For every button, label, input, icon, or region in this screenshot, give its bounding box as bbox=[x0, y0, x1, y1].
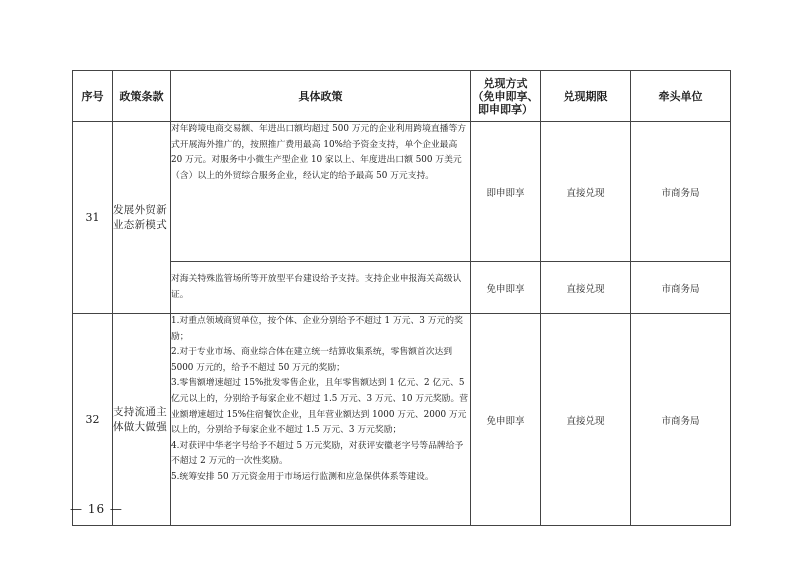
header-redeem-method-line-3: 即申即享） bbox=[478, 102, 533, 116]
header-redeem-method-line-1: 兑现方式 bbox=[483, 76, 528, 90]
row-lead-unit: 市商务局 bbox=[631, 314, 731, 526]
header-detail: 具体政策 bbox=[171, 71, 471, 122]
header-seq: 序号 bbox=[73, 71, 113, 122]
row-clause: 发展外贸新业态新模式 bbox=[113, 122, 171, 314]
header-redeem-method-line-2: （免申即享、 bbox=[472, 89, 539, 103]
row-detail: 对海关特殊监管场所等开放型平台建设给予支持。支持企业申报海关高级认证。 bbox=[171, 262, 471, 314]
row-clause: 支持流通主体做大做强 bbox=[113, 314, 171, 526]
page-number-text: — 16 — bbox=[70, 502, 123, 516]
row-detail: 对年跨境电商交易额、年进出口额均超过 500 万元的企业利用跨境直播等方式开展海外推广的，按照推广费用最高 10%给予资金支持，单个企业最高 20 万元。对服务中小微生产型企业 10 家以上、年度进出口额 500 万美元（含）以上的外贸综合服务企业，经认定的给予最高 50 万元支持。 bbox=[171, 122, 471, 262]
header-lead-unit: 牵头单位 bbox=[631, 71, 731, 122]
header-redeem-method bbox=[471, 71, 541, 122]
row-lead-unit: 市商务局 bbox=[631, 262, 731, 314]
header-redeem-period: 兑现期限 bbox=[541, 71, 631, 122]
row-redeem-period: 直接兑现 bbox=[541, 262, 631, 314]
row-seq: 32 bbox=[73, 314, 113, 526]
row-lead-unit: 市商务局 bbox=[631, 122, 731, 262]
page-number bbox=[70, 502, 123, 516]
table-row bbox=[73, 122, 731, 262]
header-clause: 政策条款 bbox=[113, 71, 171, 122]
policy-table bbox=[72, 70, 731, 526]
table-row bbox=[73, 314, 731, 526]
table-row bbox=[73, 262, 731, 314]
row-redeem-period: 直接兑现 bbox=[541, 122, 631, 262]
row-seq: 31 bbox=[73, 122, 113, 314]
table-header-row bbox=[73, 71, 731, 122]
row-redeem-method: 免申即享 bbox=[471, 314, 541, 526]
row-redeem-method: 即申即享 bbox=[471, 122, 541, 262]
row-redeem-method: 免申即享 bbox=[471, 262, 541, 314]
row-redeem-period: 直接兑现 bbox=[541, 314, 631, 526]
row-detail: 1.对重点领域商贸单位，按个体、企业分别给予不超过 1 万元、3 万元的奖励； 2.对于专业市场、商业综合体在建立统一结算收集系统，零售额首次达到 5000 万元的，给予不超过 50 万元的奖励； 3.零售额增速超过 15%批发零售企业，且年零售额达到 1 亿元、2 亿元、5 亿元以上的，分别给予每家企业不超过 1.5 万元、3 万元、10 万元奖励。营业额增速超过 15%住宿餐饮企业，且年营业额达到 1000 万元、2000 万元以上的，分别给予每家企业不超过 1.5 万元、3 万元奖励； 4.对获评中华老字号给予不超过 5 万元奖励，对获评安徽老字号等品牌给予不超过 2 万元的一次性奖励。 5.统筹安排 50 万元资金用于市场运行监测和应急保供体系等建设。 bbox=[171, 314, 471, 526]
